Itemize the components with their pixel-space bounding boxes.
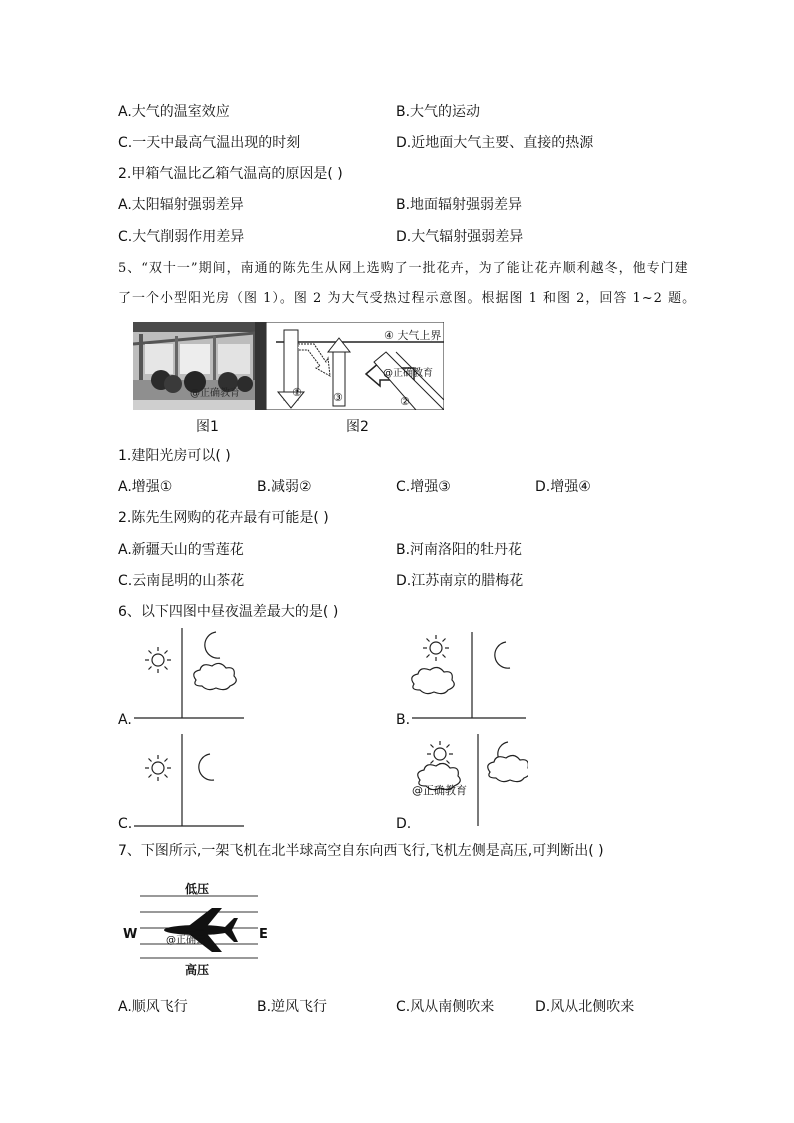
option-a: A.大气的温室效应	[118, 104, 230, 120]
west-label: W	[123, 927, 138, 942]
option-c: C.大气削弱作用差异	[118, 229, 245, 245]
option-b: B.大气的运动	[396, 104, 481, 120]
fig2-label-1: ①	[292, 386, 302, 399]
q7-stem: 7、下图所示,一架飞机在北半球高空自东向西飞行,飞机左侧是高压,可判断出( )	[118, 843, 604, 859]
option-a: A.太阳辐射强弱差异	[118, 197, 244, 213]
option-d: D.江苏南京的腊梅花	[396, 573, 524, 589]
sun-icon	[423, 635, 449, 661]
option-c: C.云南昆明的山茶花	[118, 573, 245, 589]
option-d: D.大气辐射强弱差异	[396, 229, 524, 245]
moon-icon	[495, 642, 510, 668]
panel-d-label: D.	[396, 816, 412, 832]
option-c: C.增强③	[396, 479, 451, 495]
q6-panel-a	[134, 628, 246, 722]
cloud-icon	[488, 755, 528, 781]
q5-stem-line2: 了一个小型阳光房（图 1）。图 2 为大气受热过程示意图。根据图 1 和图 2，回答 1~2 题。	[118, 291, 697, 306]
sun-icon	[145, 647, 171, 673]
q6-panel-d	[410, 734, 528, 830]
fig2-top-label: ④ 大气上界	[384, 329, 442, 342]
option-b: B.逆风飞行	[257, 999, 328, 1015]
panel-b-label: B.	[396, 712, 411, 728]
option-b: B.河南洛阳的牡丹花	[396, 542, 523, 558]
moon-icon	[199, 754, 214, 780]
fig1-watermark: @正确教育	[190, 388, 240, 399]
option-d: D.近地面大气主要、直接的热源	[396, 135, 594, 151]
cloud-icon	[412, 667, 455, 693]
q5-sub-question-2: 2.陈先生网购的花卉最有可能是( )	[118, 510, 329, 526]
option-b: B.地面辐射强弱差异	[396, 197, 523, 213]
q5-stem-line1: 5、“双十一”期间，南通的陈先生从网上选购了一批花卉，为了能让花卉顺利越冬，他专门建	[118, 261, 689, 276]
fig2-caption: 图2	[346, 419, 369, 435]
high-pressure-label: 高压	[185, 963, 210, 977]
moon-icon	[205, 632, 220, 658]
option-d: D.增强④	[535, 479, 591, 495]
q6-panel-b	[410, 628, 528, 722]
cloud-icon	[194, 663, 237, 689]
q6-panel-c	[134, 734, 246, 830]
q7-watermark: @正确云	[166, 935, 206, 946]
fig2-label-2: ②	[400, 395, 410, 408]
option-a: A.新疆天山的雪莲花	[118, 542, 244, 558]
option-c: C.风从南侧吹来	[396, 999, 495, 1015]
fig1-caption: 图1	[196, 419, 219, 435]
sun-icon	[427, 741, 453, 767]
fig2-label-3: ③	[333, 391, 343, 404]
fig2-watermark: @正确教育	[383, 368, 433, 379]
option-a: A.增强①	[118, 479, 173, 495]
panel-a-label: A.	[118, 712, 132, 728]
low-pressure-label: 低压	[185, 882, 210, 896]
sun-icon	[145, 755, 171, 781]
option-a: A.顺风飞行	[118, 999, 188, 1015]
option-b: B.减弱②	[257, 479, 312, 495]
option-d: D.风从北侧吹来	[535, 999, 635, 1015]
panel-d-watermark: @正确教育	[412, 784, 467, 797]
sub-question-2: 2.甲箱气温比乙箱气温高的原因是( )	[118, 166, 343, 182]
east-label: E	[259, 927, 268, 942]
q6-stem: 6、以下四图中昼夜温差最大的是( )	[118, 604, 339, 620]
q5-sub-question-1: 1.建阳光房可以( )	[118, 448, 231, 464]
q7-airplane-diagram	[140, 892, 258, 962]
option-c: C.一天中最高气温出现的时刻	[118, 135, 301, 151]
panel-c-label: C.	[118, 816, 133, 832]
